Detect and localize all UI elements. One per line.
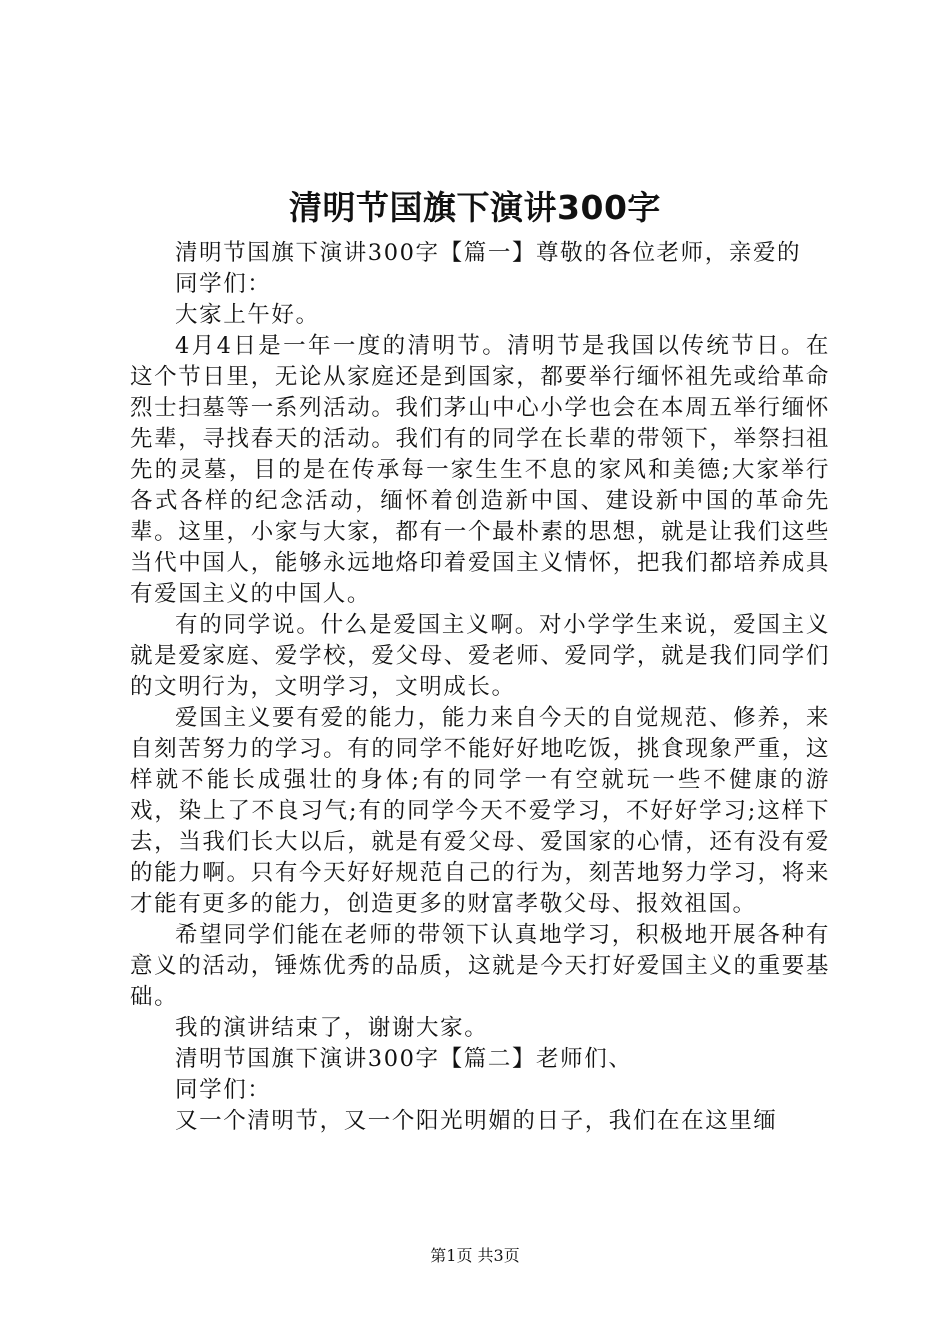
paragraph: 大家上午好。 xyxy=(175,302,320,328)
paragraph: 希望同学们能在老师的带领下认真地学习，积极地开展各种有意义的活动，锤炼优秀的品质，这就是今天打好爱国主义的重要基础。 xyxy=(130,922,830,1010)
paragraph: 有的同学说。什么是爱国主义啊。对小学学生来说，爱国主义就是爱家庭、爱学校，爱父母、爱老师、爱同学，就是我们同学们的文明行为，文明学习，文明成长。 xyxy=(130,612,830,700)
paragraph: 爱国主义要有爱的能力，能力来自今天的自觉规范、修养，来自刻苦努力的学习。有的同学不能好好地吃饭，挑食现象严重，这样就不能长成强壮的身体;有的同学一有空就玩一些不健康的游戏，染上了不良习气;有的同学今天不爱学习，不好好学习;这样下去，当我们长大以后，就是有爱父母、爱国家的心情，还有没有爱的能力啊。只有今天好好规范自己的行为，刻苦地努力学习，将来才能有更多的能力，创造更多的财富孝敬父母、报效祖国。 xyxy=(130,705,830,917)
page-footer: 第1页 共3页 xyxy=(430,1246,520,1265)
paragraph: 清明节国旗下演讲300字【篇一】尊敬的各位老师，亲爱的 xyxy=(175,240,802,266)
paragraph: 清明节国旗下演讲300字【篇二】老师们、 xyxy=(175,1046,633,1072)
document-body xyxy=(130,238,830,1137)
paragraph: 又一个清明节，又一个阳光明媚的日子，我们在在这里缅 xyxy=(175,1108,778,1134)
document-title: 清明节国旗下演讲300字 xyxy=(289,188,661,227)
paragraph: 同学们： xyxy=(175,1077,272,1103)
paragraph: 我的演讲结束了，谢谢大家。 xyxy=(175,1015,489,1041)
paragraph: 4月4日是一年一度的清明节。清明节是我国以传统节日。在这个节日里，无论从家庭还是到国家，都要举行缅怀祖先或给革命烈士扫墓等一系列活动。我们茅山中心小学也会在本周五举行缅怀先辈，寻找春天的活动。我们有的同学在长辈的带领下，举祭扫祖先的灵墓，目的是在传承每一家生生不息的家风和美德;大家举行各式各样的纪念活动，缅怀着创造新中国、建设新中国的革命先辈。这里，小家与大家，都有一个最朴素的思想，就是让我们这些当代中国人，能够永远地烙印着爱国主义情怀，把我们都培养成具有爱国主义的中国人。 xyxy=(130,333,830,607)
paragraph: 同学们： xyxy=(175,271,272,297)
